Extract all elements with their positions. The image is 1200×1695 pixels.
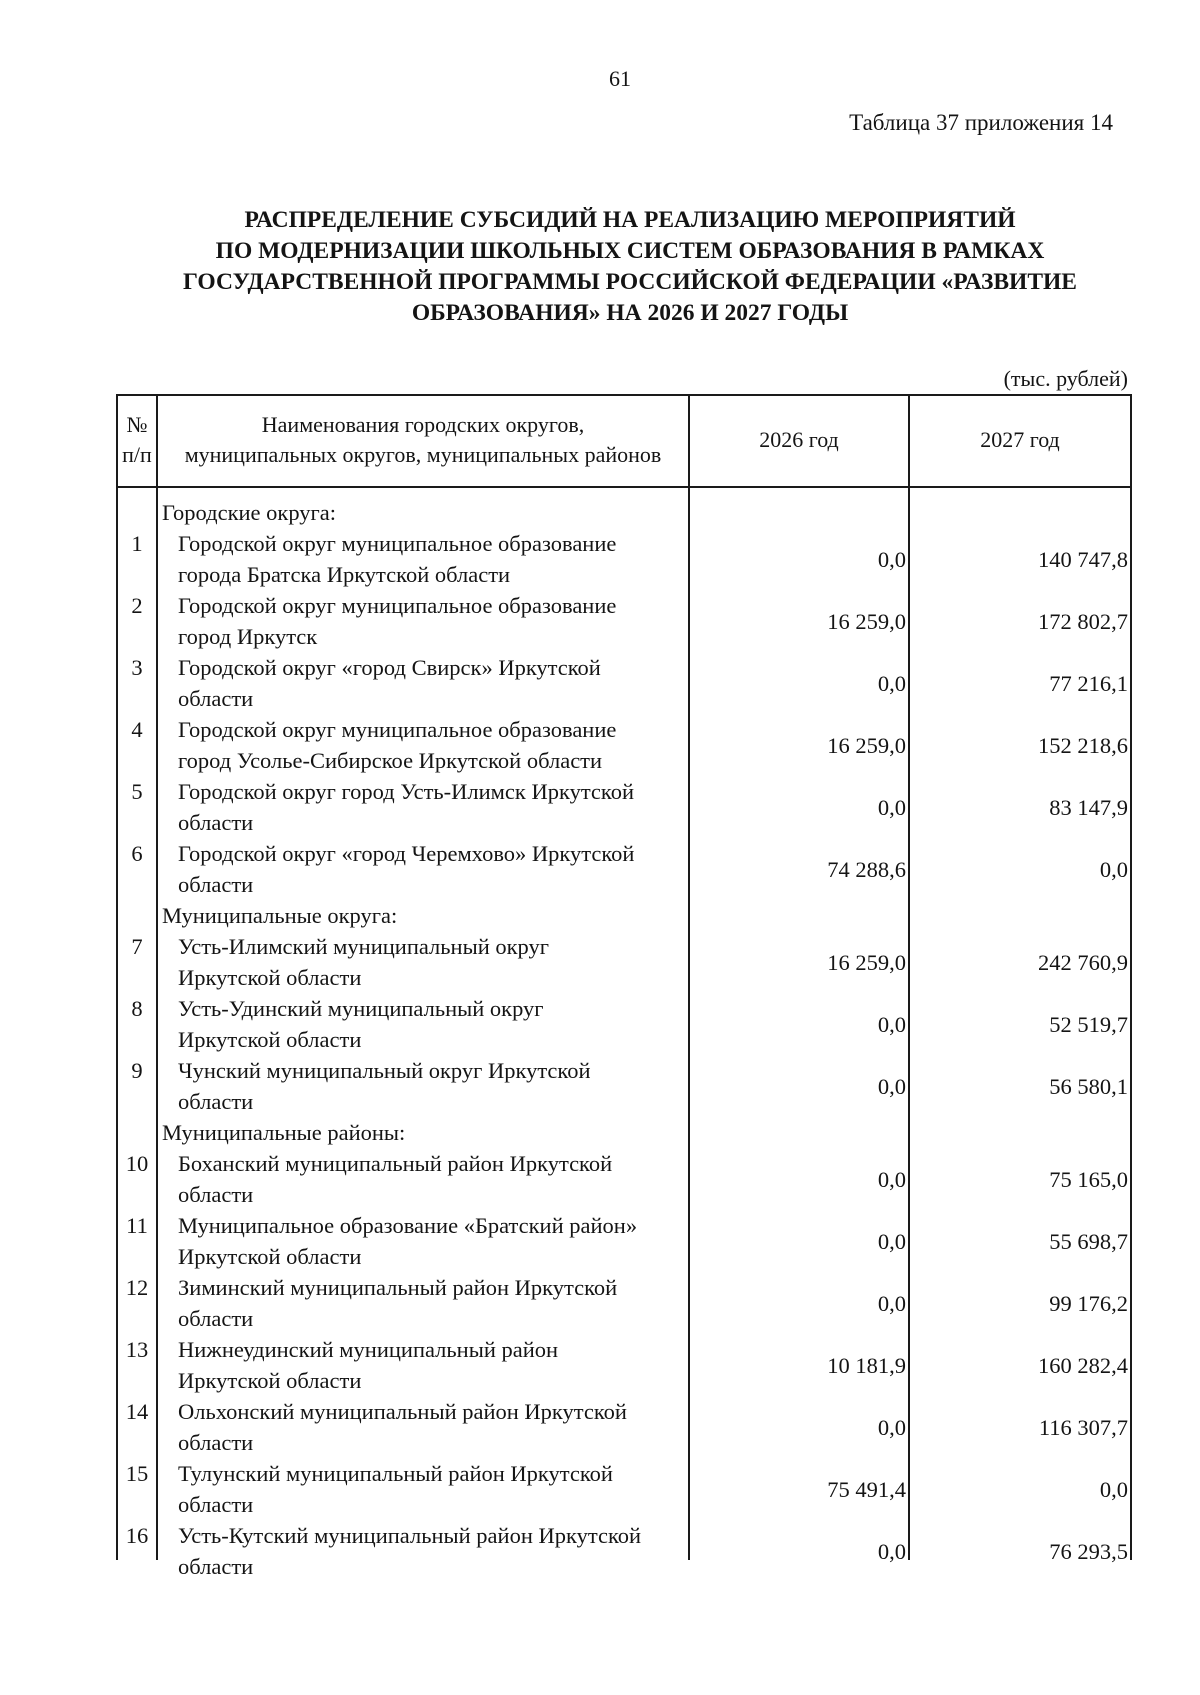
municipality-name-line: Усть-Кутский муниципальный район Иркутской	[178, 1523, 642, 1548]
group-label: Городские округа:	[162, 500, 337, 525]
column-header-2027: 2027 год	[980, 427, 1060, 452]
municipality-name-line: Боханский муниципальный район Иркутской	[178, 1151, 613, 1176]
value-2026: 10 181,9	[827, 1353, 906, 1378]
table-row	[116, 652, 1132, 714]
row-number: 16	[125, 1523, 149, 1548]
municipality-name-line: Муниципальное образование «Братский район»	[178, 1213, 638, 1238]
municipality-name-line: Усть-Илимский муниципальный округ	[178, 934, 549, 959]
column-header-name	[158, 394, 688, 486]
municipality-name-line: Городской округ город Усть-Илимск Иркутской	[178, 779, 634, 804]
table-row	[116, 714, 1132, 776]
row-number: 10	[125, 1151, 149, 1176]
units-label: (тыс. рублей)	[1003, 366, 1128, 391]
row-number: 11	[126, 1213, 148, 1238]
municipality-name	[178, 1148, 686, 1210]
group-label: Муниципальные округа:	[162, 903, 398, 928]
title-line: ГОСУДАРСТВЕННОЙ ПРОГРАММЫ РОССИЙСКОЙ ФЕДЕРАЦИИ «РАЗВИТИЕ	[183, 269, 1077, 295]
row-number: 15	[125, 1461, 149, 1486]
municipality-name	[178, 714, 686, 776]
value-2026: 0,0	[877, 1539, 906, 1564]
table-body	[116, 497, 1132, 1582]
row-number: 8	[131, 996, 143, 1021]
row-number: 3	[131, 655, 143, 680]
row-number: 14	[125, 1399, 149, 1424]
header-text: №	[126, 412, 148, 437]
municipality-name-line: Нижнеудинский муниципальный район	[178, 1337, 559, 1362]
municipality-name	[178, 528, 686, 590]
municipality-name	[178, 1458, 686, 1520]
municipality-name	[178, 1055, 686, 1117]
municipality-name-line: Иркутской области	[178, 1027, 362, 1052]
municipality-name-line: области	[178, 686, 254, 711]
table-row	[116, 1334, 1132, 1396]
municipality-name-line: области	[178, 1089, 254, 1114]
municipality-name-line: области	[178, 1306, 254, 1331]
value-2026: 0,0	[877, 671, 906, 696]
municipality-name-line: Зиминский муниципальный район Иркутской	[178, 1275, 618, 1300]
row-number: 12	[125, 1275, 149, 1300]
value-2027: 140 747,8	[1038, 547, 1128, 572]
group-header-row	[116, 900, 1132, 931]
municipality-name	[178, 590, 686, 652]
document-title	[100, 205, 1160, 329]
title-line: РАСПРЕДЕЛЕНИЕ СУБСИДИЙ НА РЕАЛИЗАЦИЮ МЕРОПРИЯТИЙ	[244, 207, 1016, 233]
row-number: 1	[131, 531, 143, 556]
table-row	[116, 1520, 1132, 1582]
table-row	[116, 931, 1132, 993]
municipality-name-line: Иркутской области	[178, 1368, 362, 1393]
municipality-name-line: области	[178, 1182, 254, 1207]
value-2027: 52 519,7	[1049, 1012, 1128, 1037]
table-row	[116, 1458, 1132, 1520]
value-2026: 75 491,4	[827, 1477, 906, 1502]
municipality-name-line: города Братска Иркутской области	[178, 562, 511, 587]
table-row	[116, 838, 1132, 900]
municipality-name	[178, 993, 686, 1055]
municipality-name-line: Ольхонский муниципальный район Иркутской	[178, 1399, 627, 1424]
title-line: ПО МОДЕРНИЗАЦИИ ШКОЛЬНЫХ СИСТЕМ ОБРАЗОВАНИЯ В РАМКАХ	[215, 238, 1045, 264]
value-2027: 56 580,1	[1049, 1074, 1128, 1099]
municipality-name-line: Городской округ «город Черемхово» Иркутской	[178, 841, 635, 866]
value-2027: 242 760,9	[1038, 950, 1128, 975]
municipality-name-line: Иркутской области	[178, 1244, 362, 1269]
municipality-name	[178, 1520, 686, 1582]
row-number: 5	[131, 779, 143, 804]
municipality-name-line: Городской округ муниципальное образование	[178, 531, 617, 556]
municipality-name-line: Городской округ муниципальное образование	[178, 717, 617, 742]
value-2026: 0,0	[877, 795, 906, 820]
value-2026: 0,0	[877, 1167, 906, 1192]
column-header-number	[118, 394, 156, 486]
value-2027: 116 307,7	[1038, 1415, 1128, 1440]
page-number: 61	[609, 66, 631, 91]
header-text: Наименования городских округов,	[261, 412, 585, 437]
table-row	[116, 528, 1132, 590]
municipality-name	[178, 1334, 686, 1396]
table-row	[116, 776, 1132, 838]
group-header-row	[116, 1117, 1132, 1148]
value-2027: 0,0	[1099, 857, 1128, 882]
table-reference: Таблица 37 приложения 14	[849, 110, 1113, 135]
municipality-name-line: город Иркутск	[178, 624, 318, 649]
value-2026: 0,0	[877, 1291, 906, 1316]
table-row	[116, 590, 1132, 652]
value-2027: 55 698,7	[1049, 1229, 1128, 1254]
title-line: ОБРАЗОВАНИЯ» НА 2026 И 2027 ГОДЫ	[411, 300, 849, 326]
row-number: 7	[131, 934, 143, 959]
municipality-name	[178, 1210, 686, 1272]
municipality-name-line: области	[178, 1492, 254, 1517]
municipality-name-line: Городской округ «город Свирск» Иркутской	[178, 655, 601, 680]
table-row	[116, 993, 1132, 1055]
municipality-name-line: области	[178, 810, 254, 835]
municipality-name-line: Иркутской области	[178, 965, 362, 990]
value-2026: 0,0	[877, 1012, 906, 1037]
value-2026: 74 288,6	[827, 857, 906, 882]
municipality-name-line: Тулунский муниципальный район Иркутской	[178, 1461, 613, 1486]
value-2027: 83 147,9	[1049, 795, 1128, 820]
row-number: 9	[131, 1058, 143, 1083]
value-2026: 0,0	[877, 1415, 906, 1440]
municipality-name	[178, 838, 686, 900]
row-number: 2	[131, 593, 143, 618]
municipality-name-line: области	[178, 872, 254, 897]
group-label: Муниципальные районы:	[162, 1120, 406, 1145]
value-2026: 0,0	[877, 547, 906, 572]
table-border	[116, 486, 1132, 488]
value-2027: 152 218,6	[1038, 733, 1128, 758]
municipality-name-line: Городской округ муниципальное образование	[178, 593, 617, 618]
municipality-name-line: области	[178, 1554, 254, 1579]
municipality-name-line: области	[178, 1430, 254, 1455]
column-header-2026: 2026 год	[759, 427, 839, 452]
subsidy-table	[116, 394, 1132, 1579]
municipality-name	[178, 1396, 686, 1458]
municipality-name	[178, 652, 686, 714]
municipality-name-line: город Усолье-Сибирское Иркутской области	[178, 748, 603, 773]
table-row	[116, 1148, 1132, 1210]
table-row	[116, 1272, 1132, 1334]
value-2027: 0,0	[1099, 1477, 1128, 1502]
table-row	[116, 1055, 1132, 1117]
value-2026: 16 259,0	[827, 733, 906, 758]
municipality-name-line: Усть-Удинский муниципальный округ	[178, 996, 544, 1021]
municipality-name	[178, 776, 686, 838]
municipality-name	[178, 931, 686, 993]
header-text: п/п	[122, 442, 152, 467]
row-number: 6	[131, 841, 143, 866]
value-2026: 16 259,0	[827, 950, 906, 975]
value-2027: 75 165,0	[1049, 1167, 1128, 1192]
table-row	[116, 1210, 1132, 1272]
table-row	[116, 1396, 1132, 1458]
header-text: муниципальных округов, муниципальных районов	[184, 442, 662, 467]
row-number: 4	[131, 717, 143, 742]
municipality-name	[178, 1272, 686, 1334]
group-header-row	[116, 497, 1132, 528]
row-number: 13	[125, 1337, 149, 1362]
value-2027: 76 293,5	[1049, 1539, 1128, 1564]
value-2027: 99 176,2	[1049, 1291, 1128, 1316]
value-2026: 16 259,0	[827, 609, 906, 634]
municipality-name-line: Чунский муниципальный округ Иркутской	[178, 1058, 591, 1083]
value-2027: 77 216,1	[1049, 671, 1128, 696]
value-2026: 0,0	[877, 1074, 906, 1099]
value-2027: 160 282,4	[1038, 1353, 1128, 1378]
value-2026: 0,0	[877, 1229, 906, 1254]
value-2027: 172 802,7	[1038, 609, 1128, 634]
